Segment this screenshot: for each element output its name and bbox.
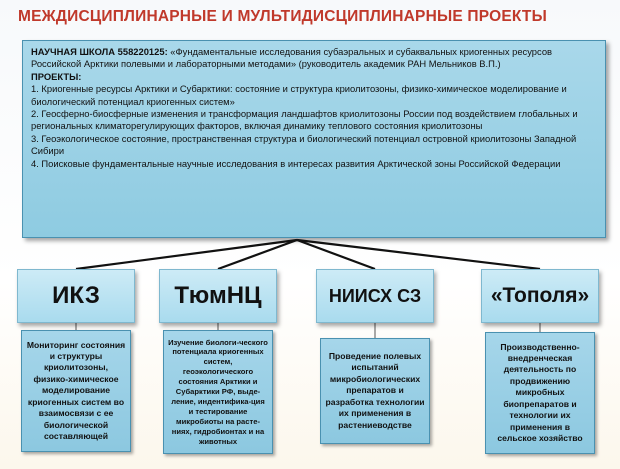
desc-niishsz: Проведение полевых испытаний микробиологических препаратов и разработка технологии их применения в растениеводстве	[320, 338, 430, 444]
org-tyumnc: ТюмНЦ	[159, 269, 277, 323]
desc-topolya: Производственно-внедренческая деятельность по продвижению микробных биопрепаратов и технологии их применения в сельское хозяйство	[485, 332, 595, 454]
connector-ikz	[76, 240, 297, 269]
school-text: «Фундаментальные исследования субаэральных и субаквальных криогенных ресурсов Российской Арктики полевыми и лабораторными методами» (руководитель академик РАН Мельников В.П.)	[31, 46, 553, 70]
desc-tyumnc: Изучение биологи-ческого потенциала криогенных систем, геоэкологического состояния Арктики и Субарктики РФ, выде-ление, индентифика-ция и тестирование микробиоты на расте-ниях, гидробионтах и на животных	[163, 330, 273, 454]
project-item-2: 2. Геосферно-биосферные изменения и трансформация ландшафтов криолитозоны России под воздействием глобальных и региональных климаторегулирующих факторов, включая динамику теплового состояния криолитозоны	[31, 108, 578, 132]
org-ikz: ИКЗ	[17, 269, 135, 323]
school-label: НАУЧНАЯ ШКОЛА 558220125:	[31, 46, 168, 57]
project-item-4: 4. Поисковые фундаментальные научные исследования в интересах развития Арктической зоны Российской Федерации	[31, 157, 561, 169]
org-niishsz: НИИСХ СЗ	[316, 269, 434, 323]
project-item-3: 3. Геоэкологическое состояние, пространственная структура и биологический потенциал островной криолитозоны Западной Сибири	[31, 132, 577, 157]
org-topolya: «Тополя»	[481, 269, 599, 323]
project-item-1: 1. Криогенные ресурсы Арктики и Субарктики: состояние и структура криолитозоны, физико-химическое моделирование и биологический потенциал криогенных систем»	[31, 83, 567, 107]
page-title: МЕЖДИСЦИПЛИНАРНЫЕ И МУЛЬТИДИСЦИПЛИНАРНЫЕ ПРОЕКТЫ	[18, 8, 547, 25]
desc-ikz: Мониторинг состояния и структуры криолитозоны, физико-химическое моделирование криогенных систем во взаимосвязи с ее биологической составляющей	[21, 330, 131, 452]
projects-heading: ПРОЕКТЫ:	[31, 70, 82, 82]
